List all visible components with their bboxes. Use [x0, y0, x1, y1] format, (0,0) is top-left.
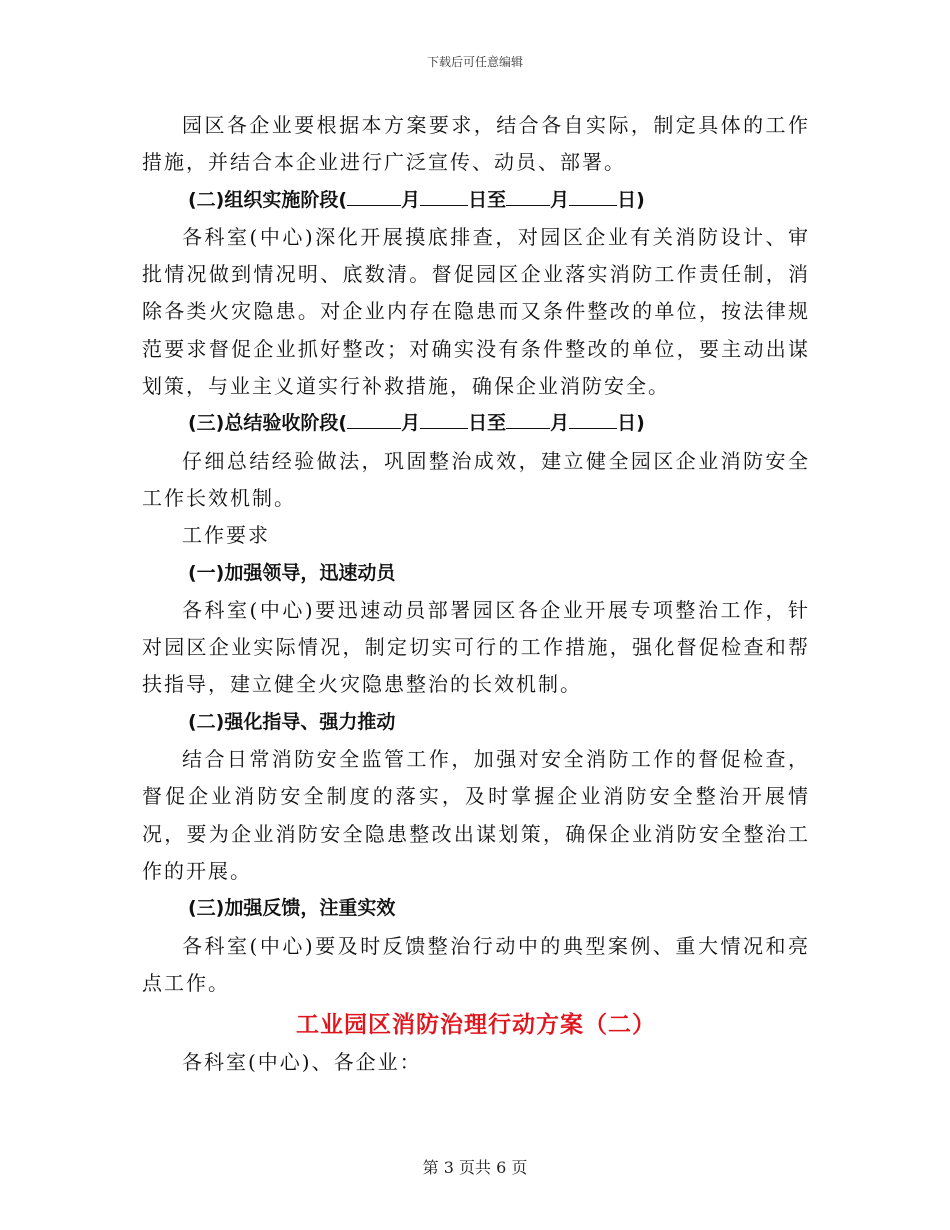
page-number-footer: 第 3 页共 6 页: [422, 1158, 528, 1177]
heading-month: 月: [550, 412, 570, 435]
date-blank: [347, 407, 401, 429]
date-blank: [347, 184, 401, 206]
heading-day-to: 日至: [468, 412, 507, 435]
header-note: 下载后可任意编辑: [426, 55, 523, 69]
heading-day-to: 日至: [468, 188, 507, 211]
paragraph-summary: 仔细总结经验做法，巩固整治成效，建立健全园区企业消防安全工作长效机制。: [142, 448, 810, 510]
paragraph-investigation: 各科室(中心)深化开展摸底排查，对园区企业有关消防设计、审批情况做到情况明、底数清。督促园区企业落实消防工作责任制，消除各类火灾隐患。对企业内存在隐患而又条件整改的单位，按法律规范要求督促企业抓好整改；对确实没有条件整改的单位，要主动出谋划策，与业主义道实行补救措施，确保企业消防安全。: [142, 224, 810, 399]
heading-day-end: 日): [617, 188, 645, 211]
paragraph-guidance: 结合日常消防安全监管工作，加强对安全消防工作的督促检查，督促企业消防安全制度的落实，及时掌握企业消防安全整治开展情况，要为企业消防安全隐患整改出谋划策，确保企业消防安全整治工作的开展。: [142, 747, 810, 883]
heading-leadership: (一)加强领导，迅速动员: [188, 561, 396, 584]
date-blank: [569, 407, 617, 429]
heading-implementation-stage: [142, 182, 810, 219]
heading-guidance: (二)强化指导、强力推动: [188, 710, 396, 733]
date-blank: [569, 184, 617, 206]
paragraph-salutation: 各科室(中心)、各企业：: [182, 1050, 422, 1075]
heading-month: 月: [401, 188, 421, 211]
paragraph-feedback: 各科室(中心)要及时反馈整治行动中的典型案例、重大情况和亮点工作。: [142, 933, 810, 995]
document-body: [142, 107, 810, 1081]
heading-month: 月: [401, 412, 421, 435]
heading-day-end: 日): [617, 412, 645, 435]
paragraph-plan-requirements: 园区各企业要根据本方案要求，结合各自实际，制定具体的工作措施，并结合本企业进行广泛宣传、动员、部署。: [142, 113, 810, 175]
section-label-work-requirements: 工作要求: [182, 523, 270, 548]
date-blank: [420, 184, 468, 206]
date-blank: [420, 407, 468, 429]
date-blank: [506, 407, 550, 429]
paragraph-leadership: 各科室(中心)要迅速动员部署园区各企业开展专项整治工作，针对园区企业实际情况，制定切实可行的工作措施，强化督促检查和帮扶指导，建立健全火灾隐患整治的长效机制。: [142, 597, 810, 697]
heading-acceptance-stage: [142, 405, 810, 442]
document-title: 工业园区消防治理行动方案（二）: [296, 1012, 656, 1039]
heading-month: 月: [550, 188, 570, 211]
heading-prefix: (二)组织实施阶段(: [188, 188, 348, 211]
date-blank: [506, 184, 550, 206]
heading-prefix: (三)总结验收阶段(: [188, 412, 348, 435]
heading-feedback: (三)加强反馈，注重实效: [188, 897, 396, 920]
